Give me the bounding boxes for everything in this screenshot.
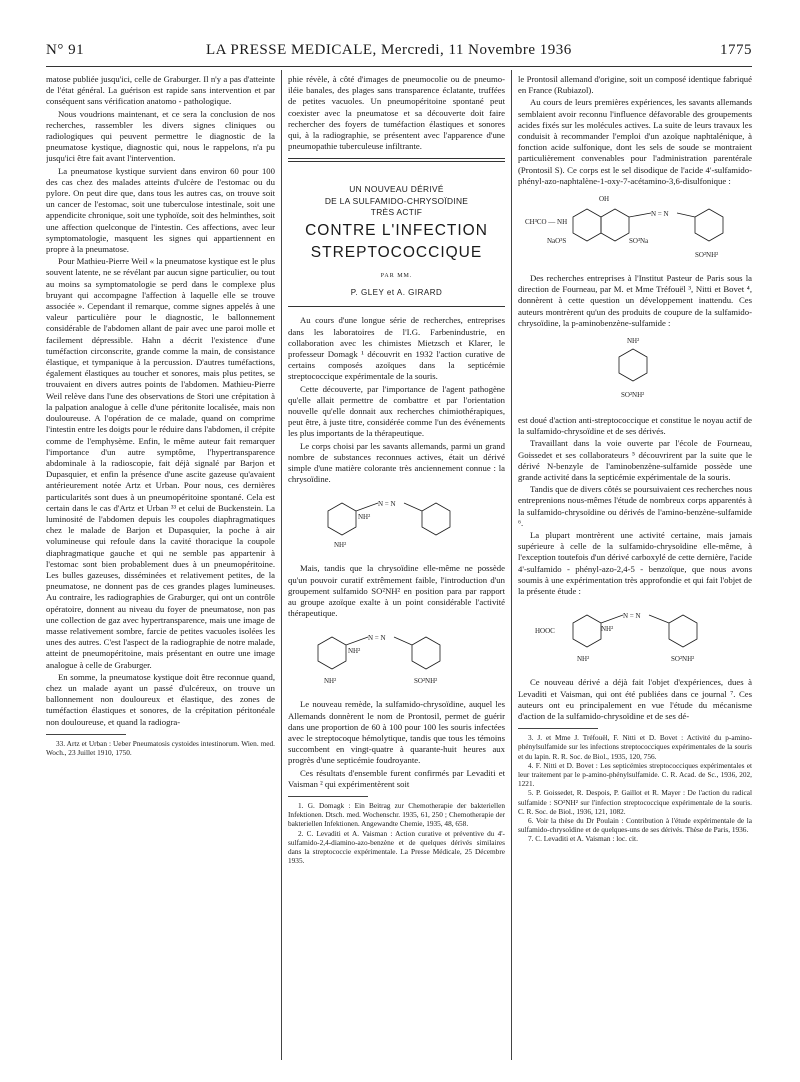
footnotes [288, 801, 505, 865]
nh2-label: NH² [357, 513, 370, 522]
paragraph: Tandis que de divers côtés se poursuivaient ces recherches nous entreprenions nous-mêmes l'étude de nombreux corps apparentés à la sulfamido-chrysoïdine ou dérivés de l'amino-benzène-sulfamide ⁶. [518, 484, 752, 528]
journal-title: LA PRESSE MEDICALE, Mercredi, 11 Novembre 1936 [206, 42, 572, 58]
naphthalene-ring [601, 209, 629, 241]
footnote-rule [518, 728, 598, 729]
footnote: 4. F. Nitti et D. Bovet : Les septicémies streptococciques expérimentales et leur traitement par le p-amino-phénylsulfamide. C. R. Acad. de Sc., 1936, 202, 1221. [518, 760, 752, 789]
paragraph: est doué d'action anti-streptococcique et constitue le noyau actif de la sulfamido-chrysoïdine et de ses dérivés. [518, 415, 752, 437]
page-header [46, 42, 752, 66]
article-kicker: DE LA SULFAMIDO-CHRYSOÏDINE [324, 195, 469, 206]
sulfonate-label: SO³Na [629, 237, 649, 246]
paragraph: Au cours de leurs premières expériences, les savants allemands semblaient avoir reconnu l'influence défavorable des groupements acides fixés sur les molécules actives. La suite de leurs travaux les conduisit à recommander l'emploi d'un azoïque naphtalénique, à fonction acide sulfonique, dont les sels de soude se montraient particulièrement convenables pour l'administration parentérale (Prontosil S). Ce corps est le sel disodique de l'acide 4'-sulfamido-phényl-azo-naphtalène-1-oxy-7-acétamino-3,6-disulfonique : [518, 97, 752, 186]
benzene-ring [619, 349, 647, 381]
so2nh2-label: SO²NH² [621, 391, 645, 400]
footnote: 2. C. Levaditi et A. Vaisman : Action curative et préventive du 4'-sulfamido-2,4-diamino-azo-benzène et de quelques dérivés similaires dans la streptococcie expérimentale. La Presse Médicale, 25 Décembre 1935. [288, 828, 505, 866]
page-number: 1775 [720, 42, 752, 58]
benzene-ring [422, 503, 450, 535]
benzene-ring [695, 209, 723, 241]
paragraph: Au cours d'une longue série de recherches, entreprises dans les laboratoires de l'I.G. Farbenindustrie, en collaboration avec les chimistes Mietzsch et Klarer, le professeur Domagk ¹ découvrit en 1932 l'action curative de certains composés azoïques dans la septicémie streptococcique expérimentale de la souris. [288, 315, 505, 382]
paragraph: phie révèle, à côté d'images de pneumocolie ou de pneumo-iléie banales, des plages sans transparence éclatante, truffées de petites vacuoles. Un pneumopéritoine spontané peut coexister avec la pneumatose et sa découverte doit faire rechercher des foyers de tuméfaction élastiques et sonores qui, à la radiographie, se présentent avec l'apparence d'une pneumopathie tuberculeuse infiltrante. [288, 74, 505, 152]
aminobenzene-sulfamide-formula [595, 333, 675, 411]
sulfonate-label: NaO³S [547, 237, 567, 246]
chrysoidine-formula [312, 489, 482, 559]
paragraph: le Prontosil allemand d'origine, soit un composé identique fabriqué en France (Rubiazol). [518, 74, 752, 96]
paragraph: Mais, tandis que la chrysoïdine elle-même ne possède qu'un pouvoir curatif extrêmement faible, l'introduction d'un groupement sulfamido SO²NH² en position para par rapport au groupe azoïque exalte à un point considérable l'activité thérapeutique. [288, 563, 505, 619]
azo-label: N = N [377, 500, 396, 509]
so2nh2-label: SO²NH² [695, 251, 719, 260]
paragraph: En somme, la pneumatose kystique doit être reconnue quand, chez un malade ayant un passé d'ulcéreux, on trouve un ballonnement non douloureux et élastique, des zones de tuméfaction élastiques et sonores, de la crépitation péritonéale non douloureuse, et quand la radiogra- [46, 671, 275, 727]
paragraph: Ces résultats d'ensemble furent confirmés par Levaditi et Vaisman ² qui expérimentèrent soit [288, 767, 505, 789]
nh2-label: NH² [333, 541, 346, 550]
paragraph: Nous voudrions maintenant, et ce sera la conclusion de nos recherches, rassembler les divers signes cliniques ou radiologiques qui peuvent permettre le diagnostic de la pneumatose kystique, diagnostic qui, nous le rappelons, n'a pu jusqu'ici être fait avant l'intervention. [46, 108, 275, 164]
column-1 [46, 74, 275, 1064]
so2nh2-label: SO²NH² [413, 677, 437, 686]
azo-label: N = N [651, 210, 669, 219]
issue-number: N° 91 [46, 42, 85, 58]
so2nh2-label: SO²NH² [671, 655, 695, 664]
paragraph: Ce nouveau dérivé a déjà fait l'objet d'expériences, dues à Levaditi et Vaisman, qui ont été publiées dans ce journal ⁷. Ces auteurs ont eu principalement en vue l'étude du mécanisme d'action de la sulfamido-chrysoïdine et de ses dé- [518, 677, 752, 721]
nh2-label: NH² [627, 337, 640, 346]
authors: P. GLEY et A. GIRARD [350, 288, 443, 298]
paragraph: Le nouveau remède, la sulfamido-chrysoïdine, auquel les Allemands donnèrent le nom de Prontosil, permet de guérir dans une proportion de 60 à 100 pour 100 les souris infectées avec le streptocoque hémolytique, tandis que tous les témoins succombent en vingt-quatre à quarante-huit heures aux progrès d'une septicémie foudroyante. [288, 699, 505, 766]
benzene-ring [318, 637, 346, 669]
paragraph: matose publiée jusqu'ici, celle de Graburger. Il n'y a pas d'atteinte de l'état général. La guérison est rapide sans intervention et par conséquent sans vérification anatomo - pathologique. [46, 74, 275, 107]
nh2-label: NH² [577, 655, 590, 664]
sulfamido-chrysoidine-formula [302, 623, 492, 695]
footnote-rule [288, 796, 368, 797]
column-3 [518, 74, 752, 1064]
nh2-label: NH² [323, 677, 336, 686]
footnote: 1. G. Domagk : Ein Beitrag zur Chemotherapie der bakteriellen Infektionen. Dtsch. med. Wochenschr. 1935, 61, 250 ; Chemotherapie der bakteriellen Infektionen. Angewandte Chemie, 1935, 48, 658. [288, 801, 505, 829]
azo-label: N = N [623, 612, 641, 621]
footnote: 3. J. et Mme J. Tréfouël, F. Nitti et D. Bovet : Activité du p-amino-phénylsulfamide sur les infections streptococciques expérimentales de la souris et du lapin. R. R. Soc. de Biol., 1935, 120, 756. [518, 733, 752, 761]
column-divider [281, 70, 282, 1060]
acetamino-label: CH³CO — NH [525, 218, 568, 227]
benzene-ring [573, 615, 601, 647]
article-separator [288, 158, 505, 162]
article-kicker: TRÈS ACTIF [370, 207, 423, 218]
footnote: 7. C. Levaditi et A. Vaisman : loc. cit. [528, 834, 638, 844]
nh2-label: NH² [347, 647, 360, 656]
header-rule [46, 66, 752, 67]
paragraph: La plupart montrèrent une activité certaine, mais jamais supérieure à celle de la sulfamido-chrysoïdine elle-même, à l'exception toutefois d'un dérivé carboxylé de cette dernière, l'acide 4'-sulfamido - phényl-azo-2,4-5 - benzoïque, que nous avons soumis à une expérimentation très approfondie et qui fait l'objet de la présente étude : [518, 530, 752, 597]
byline-par: PAR MM. [380, 272, 413, 279]
benzene-ring [669, 615, 697, 647]
benzene-ring [412, 637, 440, 669]
paragraph: Des recherches entreprises à l'Institut Pasteur de Paris sous la direction de Fourneau, par M. et Mme Tréfouël ³, Nitti et Bovet ⁴, donnèrent à cette question un développement inattendu. Ces auteurs montrèrent qu'un des produits de coupure de la sulfamido-chrysoïdine, la p-aminobenzène-sulfamide : [518, 273, 752, 328]
article-title: STREPTOCOCCIQUE [310, 243, 483, 261]
paragraph: Travaillant dans la voie ouverte par l'école de Fourneau, Goissedet et ses collaborateurs ⁵ découvrirent par la suite que le dérivé N-benzyle de l'aminobenzène-sulfamide possède une grande activité dans la septicémie expérimentale de la souris. [518, 438, 752, 483]
paragraph: Le corps choisi par les savants allemands, parmi un grand nombre de substances reconnues actives, était un dérivé simple d'une matière colorante très anciennement connue : la chrysoïdine. [288, 440, 505, 485]
nh2-label: NH² [601, 625, 614, 634]
footnotes [46, 739, 275, 757]
paragraph: Pour Mathieu-Pierre Weil « la pneumatose kystique est le plus souvent latente, ne se révélant par aucun signe particulier, ou tout au moins sa symptomatologie se perd dans le complexe plus bruyant qui accompagne l'affection à laquelle elle se trouve associée ». Cependant il remarque, comme signes appelés à une valeur particulière pour le diagnostic, le ballonnement considérable de l'abdomen allant de pair avec une paroi molle et facilement dépressible. Hahn a décrit l'existence d'une tuméfaction circonscrite, grande comme la main, de consistance élastique, et tympanique à la percussion. D'autres tuméfactions, également élastiques au toucher et sonores, mais plus petites, se trouvaient en divers autres points de l'abdomen. Mathieu-Pierre Weil relève dans l'une des observations de Stori une crépitation à la palpation analogue à celle d'une péritonite localisée, mais non douloureuse. A l'opération de ce malade, quand on comprime l'intestin entre les doigts pour le réduire dans l'abdomen, il crépite comme de l'emphysème. Enfin, le même auteur fait remarquer l'importance d'un autre symptôme, l'hypertransparence abdominale à la radioscopie, fait déjà signalé par Barjon et Dupasquier, et enfin la présence d'une ascite gazeuse qu'avaient antérieurement notée Artz et Urban. Pour nous, ces dernières particularités sont dues à un pneumopéritoine spontané. Cela est certain dans le cas d'Artz et Urban ³³ et celui de Buckenstein. La luminosité de l'abdomen depuis les coupoles diaphragmatiques chez le malade de Barjon et Dupasquier, la poche à air volumineuse qui refoule dans la cavité thoracique la coupole diaphragmatique gauche et qui ne semble pas appartenir à l'estomac sont bien probablement dues à un pneumopéritoine. Les bulles gazeuses, disséminées et relativement petites, de la pneumatose, ne donnent pas de ces grandes plages lumineuses. Au contraire, les radiographies de Graburger, qui ont un contrôle opératoire, donnent au niveau du foyer de pneumatose, non pas une collection de gaz avec hypertransparence, mais une image de masse relativement sombre, farcie de petites vacuoles isolées les unes des autres. C'est l'aspect de la radiographie de notre malade, atteint de pneumopéritoine, mais présentant en outre une image analogue à celle de Graburger. [46, 256, 275, 670]
column-2 [288, 74, 505, 1064]
footnotes [518, 733, 752, 843]
hooc-label: HOOC [535, 627, 555, 636]
footnote: 6. Voir la thèse du Dr Poulain : Contribution à l'étude expérimentale de la sulfamido-chrysoïdine et de quelques-uns de ses dérivés. Thèse de Paris, 1936. [518, 815, 752, 835]
azo-label: N = N [367, 634, 386, 643]
article-header [288, 184, 505, 298]
prontosil-s-formula [525, 191, 745, 269]
naphthalene-ring [573, 209, 601, 241]
benzene-ring [328, 503, 356, 535]
footnote-rule [46, 734, 126, 735]
column-divider [511, 70, 512, 1060]
article-kicker: UN NOUVEAU DÉRIVÉ [349, 184, 444, 195]
title-rule [288, 306, 505, 307]
article-title: CONTRE L'INFECTION [305, 221, 488, 239]
paragraph: La pneumatose kystique survient dans environ 60 pour 100 des cas chez des malades atteints d'ulcère de l'estomac ou du pylore. On peut dire que, dans tous les autres cas, on trouve soit un cancer de l'estomac, soit une tuberculose intestinale, soit une appendicite chronique, soit une typhoïde, soit des helminthes, soit une affection quelconque de l'intestin. Ces affections, avec leur symptomatologie, masquent les signes qui appartiennent en propre à la pneumatose. [46, 165, 275, 255]
paragraph: Cette découverte, par l'importance de l'agent pathogène qu'elle allait permettre de combattre et par l'orientation nouvelle qu'elle donnait aux recherches chimiothérapiques, peut être, à juste titre, considérée comme l'un des événements les plus importants de la thérapeutique. [288, 383, 505, 439]
carboxy-sulfamido-chrysoidine-formula [535, 601, 735, 673]
oh-label: OH [599, 195, 610, 204]
footnote: 33. Artz et Urban : Ueber Pneumatosis cystoides intestinorum. Wien. med. Woch., 23 Juillet 1910, 1750. [46, 738, 275, 757]
footnote: 5. P. Goissedet, R. Despois, P. Gaillot et R. Mayer : De l'action du radical sulfamide : SO²NH² sur l'infection streptococcique expérimentale de la souris. C. R. Soc. de Biol., 1936, 121, 1082. [518, 788, 752, 816]
